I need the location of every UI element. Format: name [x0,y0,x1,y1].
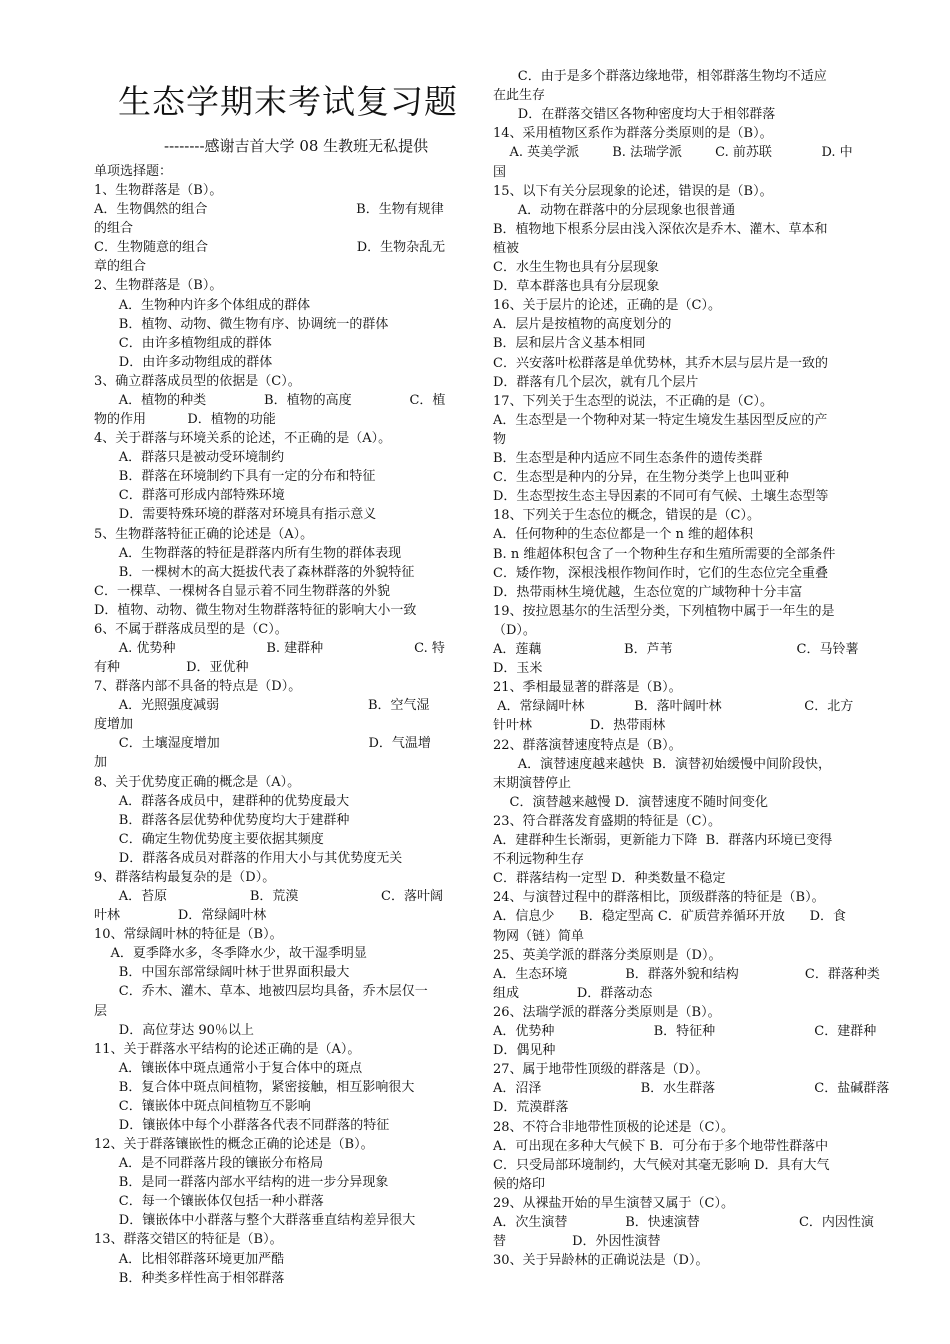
text-line: 国 [493,164,507,180]
text-line: 层 [94,1003,108,1019]
text-line: 加 [94,755,108,771]
page-subtitle: --------感谢吉首大学 08 生教班无私提供 [164,137,429,155]
text-line: D．热带雨林生境优越，生态位宽的广域物种十分丰富 [493,584,803,600]
text-line: C．一棵草、一棵树各自显示着不同生物群落的外貌 [94,583,390,599]
text-line: C．确定生物优势度主要依据其频度 [94,831,324,847]
text-line: D．镶嵌体中小群落与整个大群落垂直结构差异很大 [94,1213,416,1229]
text-line: A．夏季降水多，冬季降水少，故干湿季明显 [94,946,367,962]
text-line: B．是同一群落内部水平结构的进一步分异现象 [94,1175,389,1191]
text-line: 针叶林 D．热带雨林 [493,718,666,734]
text-line: 章的组合 [94,259,147,275]
text-line: 不利远物种生存 [493,852,585,868]
text-line: C．生态型是种内的分异，在生物分类学上也叫亚种 [493,470,789,486]
text-line: A．任何物种的生态位都是一个 n 维的超体积 [493,527,754,543]
text-line: C．群落可形成内部特殊环境 [94,488,285,504]
text-line: 23、符合群落发育盛期的特征是（C）。 [493,813,721,829]
text-line: D．群落有几个层次，就有几个层片 [493,374,699,390]
text-line: （D）。 [493,622,536,638]
text-line: A．演替速度越来越快 B．演替初始缓慢中间阶段快， [493,756,832,772]
text-line: B．生态型是种内适应不同生态条件的遗传类群 [493,451,763,466]
text-line: A．常绿阔叶林 B．落叶阔叶林 C．北方 [493,699,854,715]
text-line: 7、群落内部不具备的特点是（D）。 [94,679,302,695]
text-line: 27、属于地带性顶级的群落是（D）。 [493,1062,709,1078]
text-line: 5、生物群落特征正确的论述是（A）。 [94,526,314,542]
text-line: D．高位芽达 90％以上 [94,1022,254,1038]
text-line: 21、季相最显著的群落是（B）。 [493,680,682,696]
text-line: 替 D．外因性演替 [493,1234,661,1250]
text-line: C．兴安落叶松群落是单优势林，其乔木层与层片是一致的 [493,355,828,371]
text-line: 的组合 [94,221,134,237]
text-line: 组成 D．群落动态 [493,985,653,1001]
text-line: B．植物地下根系分层由浅入深依次是乔木、灌木、草本和 [493,221,828,237]
text-line: A．沼泽 B．水生群落 C．盐碱群落 [493,1081,890,1097]
text-line: C．演替越来越慢 D．演替速度不随时间变化 [493,794,769,810]
text-line: C．只受局部环境制约，大气候对其毫无影响 D．具有大气 [493,1157,830,1173]
text-line: D．镶嵌体中每个小群落各代表不同群落的特征 [94,1118,390,1133]
text-line: 16、关于层片的论述，正确的是（C）。 [493,298,721,314]
text-line: 10、常绿阔叶林的特征是（B）。 [94,927,283,943]
text-line: A．生物偶然的组合 B．生物有规律 [94,202,444,218]
text-line: A．镶嵌体中斑点通常小于复合体中的斑点 [94,1060,363,1076]
text-line: A．生物群落的特征是群落内所有生物的群体表现 [94,545,402,561]
text-line: 4、关于群落与环境关系的论述，不正确的是（A）。 [94,431,392,447]
text-line: D．植物、动物、微生物对生物群落特征的影响大小一致 [94,602,417,618]
text-line: A．群落只是被动受环境制约 [94,450,285,466]
text-line: A．植物的种类 B．植物的高度 C．植 [94,392,446,408]
text-line: 植被 [493,240,520,256]
text-line: 30、关于异龄林的正确说法是（D）。 [493,1253,709,1269]
text-line: D．群落各成员对群落的作用大小与其优势度无关 [94,850,403,866]
text-line: A．比相邻群落环境更加严酷 [94,1251,285,1267]
text-line: D．荒漠群落 [493,1100,569,1116]
text-line: A．生态环境 B．群落外貌和结构 C．群落种类 [493,966,880,982]
text-line: D．偶见种 [493,1043,556,1059]
text-line: 24、与演替过程中的群落相比，顶级群落的特征是（B）。 [493,890,825,906]
text-line: B．中国东部常绿阔叶林于世界面积最大 [94,965,350,981]
text-line: A．光照强度减弱 B．空气湿 [94,698,430,714]
text-line: C．生物随意的组合 D．生物杂乱无 [94,240,446,256]
text-line: 28、不符合非地带性顶极的论述是（C）。 [493,1119,734,1135]
text-line: A．生物种内许多个体组成的群体 [94,297,311,313]
text-line: A．可出现在多种大气候下 B．可分布于多个地带性群落中 [493,1138,829,1154]
text-line: 14、采用植物区系作为群落分类原则的是（B）。 [493,126,773,142]
text-line: C．镶嵌体中斑点间植物互不影响 [94,1098,311,1114]
text-line: C．由于是多个群落边缘地带，相邻群落生物均不适应 [493,69,827,84]
text-line: D．生态型按生态主导因素的不同可有气候、土壤生态型等 [493,489,829,505]
page-title: 生态学期末考试复习题 [118,82,458,121]
text-line: 度增加 [94,717,134,733]
text-line: 17、下列关于生态型的说法，不正确的是（C）。 [493,393,773,409]
text-line: A. 英美学派 B. 法瑞学派 C. 前苏联 D. 中 [493,145,853,161]
text-line: B. n 维超体积包含了一个物种生存和生殖所需要的全部条件 [493,546,836,562]
text-line: 19、按拉恩基尔的生活型分类，下列植物中属于一年生的是 [493,603,835,619]
text-line: A．苔原 B．荒漠 C．落叶阔 [94,889,443,905]
text-line: 单项选择题： [94,164,173,179]
text-line: 叶林 D．常绿阔叶林 [94,908,267,924]
text-line: A．次生演替 B．快速演替 C．内因性演 [493,1215,874,1230]
text-line: 在此生存 [493,88,546,104]
text-line: D．在群落交错区各物种密度均大于相邻群落 [493,107,776,123]
text-line: 15、以下有关分层现象的论述，错误的是（B）。 [493,183,773,199]
text-line: A．层片是按植物的高度划分的 [493,317,672,333]
text-line: 末期演替停止 [493,775,572,791]
text-line: B．群落在环境制约下具有一定的分布和特征 [94,469,376,485]
text-line: A．优势种 B．特征种 C．建群种 [493,1024,877,1039]
text-line: 22、群落演替速度特点是（B）。 [493,737,682,753]
text-line: C．水生生物也具有分层现象 [493,260,659,275]
text-line: 11、关于群落水平结构的论述正确的是（A）。 [94,1041,361,1057]
text-line: 25、英美学派的群落分类原则是（D）。 [493,947,722,963]
text-line: A．信息少 B．稳定型高 C．矿质营养循环开放 D．食 [493,909,847,925]
text-line: 29、从裸盐开始的旱生演替又属于（C）。 [493,1195,734,1211]
text-line: D．由许多动物组成的群体 [94,354,273,370]
text-line: D．需要特殊环境的群落对环境具有指示意义 [94,507,377,523]
text-line: A．群落各成员中，建群种的优势度最大 [94,793,350,809]
text-line: C．矮作物，深根浅根作物间作时，它们的生态位完全重叠 [493,565,828,581]
text-line: A．是不同群落片段的镶嵌分布格局 [94,1156,324,1172]
text-line: C．由许多植物组成的群体 [94,335,272,351]
text-line: A．生态型是一个物种对某一特定生境发生基因型反应的产 [493,412,828,428]
text-line: 9、群落结构最复杂的是（D）。 [94,869,276,885]
text-line: B．植物、动物、微生物有序、协调统一的群体 [94,316,389,332]
text-line: 13、群落交错区的特征是（B）。 [94,1232,283,1248]
text-line: D．玉米 [493,661,543,677]
text-line: B．复合体中斑点间植物，紧密接触，相互影响很大 [94,1079,415,1095]
text-line: 物 [493,431,507,447]
text-line: 12、关于群落镶嵌性的概念正确的论述是（B）。 [94,1137,374,1153]
text-line: B．群落各层优势种优势度均大于建群种 [94,812,350,828]
text-line: A．动物在群落中的分层现象也很普通 [493,202,736,218]
text-line: C．乔木、灌木、草本、地被四层均具备，乔木层仅一 [94,984,428,1000]
text-line: 候的烙印 [493,1176,546,1192]
text-line: B．层和层片含义基本相同 [493,336,646,352]
text-line: B．种类多样性高于相邻群落 [94,1270,285,1286]
text-line: 3、确立群落成员型的依据是（C）。 [94,373,301,389]
text-line: 2、生物群落是（B）。 [94,278,223,294]
text-line: 物网（链）简单 [493,928,585,944]
text-line: D．草本群落也具有分层现象 [493,279,660,295]
text-line: 8、关于优势度正确的概念是（A）。 [94,774,301,790]
text-line: 6、不属于群落成员型的是（C）。 [94,621,288,637]
text-line: B．一棵树木的高大挺拔代表了森林群落的外貌特征 [94,564,415,580]
text-line: 1、生物群落是（B）。 [94,183,223,199]
text-line: A．建群种生长渐弱，更新能力下降 B．群落内环境已变得 [493,833,833,848]
text-line: 物的作用 D．植物的功能 [94,412,276,428]
text-line: 有种 D．亚优种 [94,660,249,676]
text-line: 26、法瑞学派的群落分类原则是（B）。 [493,1004,721,1020]
text-line: C．群落结构一定型 D．种类数量不稳定 [493,871,726,887]
text-line: C．每一个镶嵌体仅包括一种小群落 [94,1194,324,1210]
text-line: 18、下列关于生态位的概念，错误的是（C）。 [493,508,760,524]
text-line: A. 优势种 B. 建群种 C. 特 [94,641,445,656]
text-line: A．莲藕 B．芦苇 C．马铃薯 [493,642,859,657]
text-line: C．土壤湿度增加 D．气温增 [94,736,431,752]
